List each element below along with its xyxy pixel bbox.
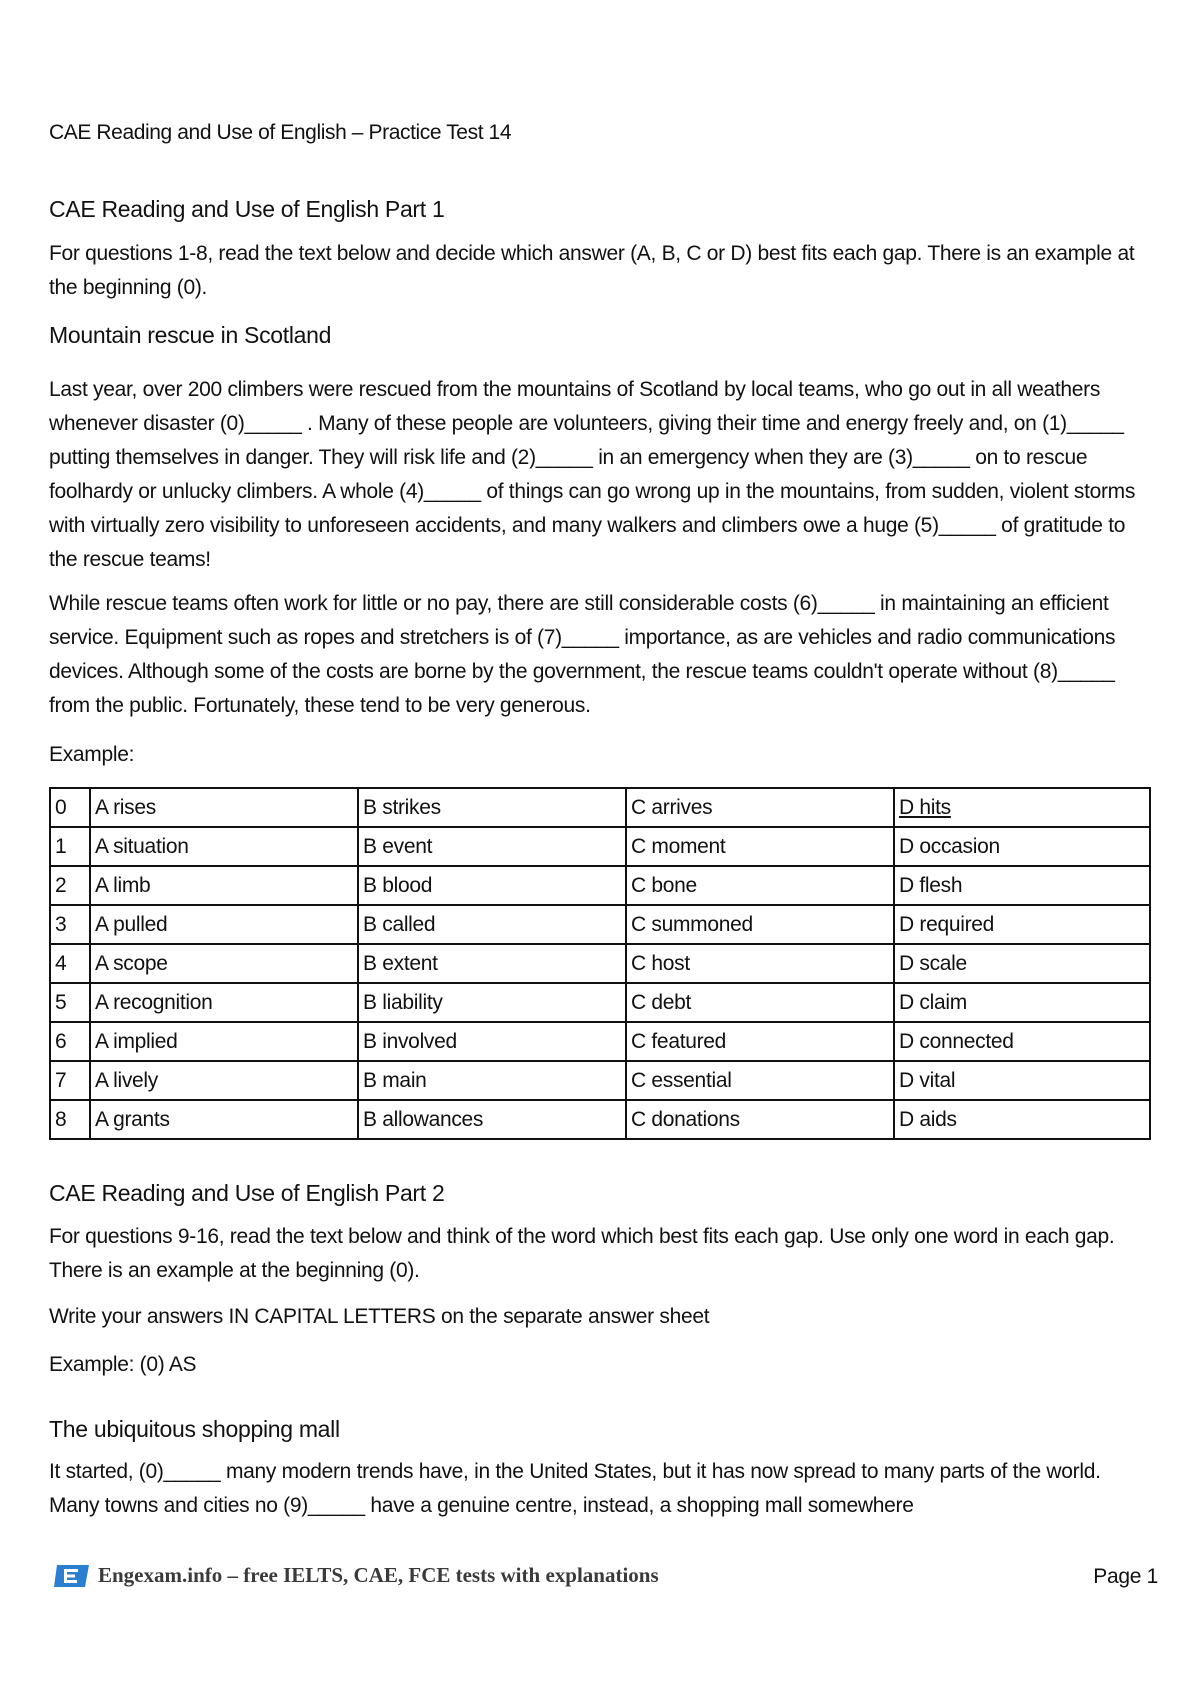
options-row-4 (50, 944, 1150, 983)
option-b: B extent (358, 944, 626, 983)
option-b: B strikes (358, 788, 626, 827)
option-c: C moment (626, 827, 894, 866)
option-a: A situation (90, 827, 358, 866)
part1-instructions: For questions 1-8, read the text below and decide which answer (A, B, C or D) best fits each gap. There is an example at the beginning (0). (49, 242, 1135, 299)
question-number: 2 (50, 866, 90, 905)
option-d: D scale (894, 944, 1150, 983)
part1-paragraph-2: While rescue teams often work for little or no pay, there are still considerable costs (6)_____ in maintaining an efficient service. Equipment such as ropes and stretchers is of (7)_____ importance, as are vehicles and radio communications devices. Although some of the costs are borne by the government, the rescue teams couldn't operate without (8)_____ from the public. Fortunately, these tend to be very generous. (49, 592, 1116, 717)
options-row-5 (50, 983, 1150, 1022)
option-b: B blood (358, 866, 626, 905)
options-row-8 (50, 1100, 1150, 1139)
question-number: 1 (50, 827, 90, 866)
part1-paragraph-1: Last year, over 200 climbers were rescued from the mountains of Scotland by local teams, who go out in all weathers whenever disaster (0)_____ . Many of these people are volunteers, giving their time and energy freely and, on (1)_____ putting themselves in danger. They will risk life and (2)_____ in an emergency when they are (3)_____ on to rescue foolhardy or unlucky climbers. A whole (4)_____ of things can go wrong up in the mountains, from sudden, violent storms with virtually zero visibility to unforeseen accidents, and many walkers and climbers owe a huge (5)_____ of gratitude to the rescue teams! (49, 378, 1136, 571)
option-a: A recognition (90, 983, 358, 1022)
question-number: 0 (50, 788, 90, 827)
document-title: CAE Reading and Use of English – Practice Test 14 (49, 121, 512, 144)
option-b: B called (358, 905, 626, 944)
footer-brand (54, 1563, 659, 1588)
option-d: D required (894, 905, 1150, 944)
option-c: C bone (626, 866, 894, 905)
answer-options-table (49, 787, 1151, 1140)
option-b: B allowances (358, 1100, 626, 1139)
option-c: C debt (626, 983, 894, 1022)
options-row-3 (50, 905, 1150, 944)
option-a: A limb (90, 866, 358, 905)
options-row-2 (50, 866, 1150, 905)
example-label: Example: (49, 743, 135, 766)
option-a: A implied (90, 1022, 358, 1061)
question-number: 7 (50, 1061, 90, 1100)
option-d: D connected (894, 1022, 1150, 1061)
option-c: C donations (626, 1100, 894, 1139)
option-d: D vital (894, 1061, 1150, 1100)
question-number: 8 (50, 1100, 90, 1139)
option-d: D flesh (894, 866, 1150, 905)
option-d: D aids (894, 1100, 1150, 1139)
question-number: 6 (50, 1022, 90, 1061)
option-c: C essential (626, 1061, 894, 1100)
options-row-7 (50, 1061, 1150, 1100)
option-b: B involved (358, 1022, 626, 1061)
page-number: Page 1 (1093, 1565, 1158, 1588)
option-b: B liability (358, 983, 626, 1022)
options-row-1 (50, 827, 1150, 866)
option-d: D claim (894, 983, 1150, 1022)
question-number: 3 (50, 905, 90, 944)
footer-brand-text: Engexam.info – free IELTS, CAE, FCE tests with explanations (98, 1563, 659, 1587)
option-a: A pulled (90, 905, 358, 944)
part1-heading: CAE Reading and Use of English Part 1 (49, 196, 445, 222)
part2-text-title: The ubiquitous shopping mall (49, 1416, 340, 1442)
option-b: B event (358, 827, 626, 866)
option-d: D occasion (894, 827, 1150, 866)
part2-example: Example: (0) AS (49, 1353, 197, 1376)
options-row-0 (50, 788, 1150, 827)
option-a: A lively (90, 1061, 358, 1100)
option-d-correct (894, 788, 1150, 827)
option-b: B main (358, 1061, 626, 1100)
option-c: C host (626, 944, 894, 983)
question-number: 4 (50, 944, 90, 983)
answer-sheet-note: Write your answers IN CAPITAL LETTERS on the separate answer sheet (49, 1305, 710, 1328)
part2-paragraph: It started, (0)_____ many modern trends have, in the United States, but it has now spread to many parts of the world. Many towns and cities no (9)_____ have a genuine centre, instead, a shopping mall somewhere (49, 1460, 1101, 1517)
options-row-6 (50, 1022, 1150, 1061)
part2-heading: CAE Reading and Use of English Part 2 (49, 1180, 445, 1206)
option-a: A grants (90, 1100, 358, 1139)
part1-text-title: Mountain rescue in Scotland (49, 322, 332, 348)
correct-answer: D hits (899, 795, 951, 819)
option-a: A scope (90, 944, 358, 983)
option-c: C featured (626, 1022, 894, 1061)
option-c: C arrives (626, 788, 894, 827)
option-c: C summoned (626, 905, 894, 944)
engexam-logo-icon (54, 1564, 90, 1588)
question-number: 5 (50, 983, 90, 1022)
option-a: A rises (90, 788, 358, 827)
part2-instructions: For questions 9-16, read the text below and think of the word which best fits each gap. Use only one word in each gap. There is an example at the beginning (0). (49, 1225, 1115, 1282)
